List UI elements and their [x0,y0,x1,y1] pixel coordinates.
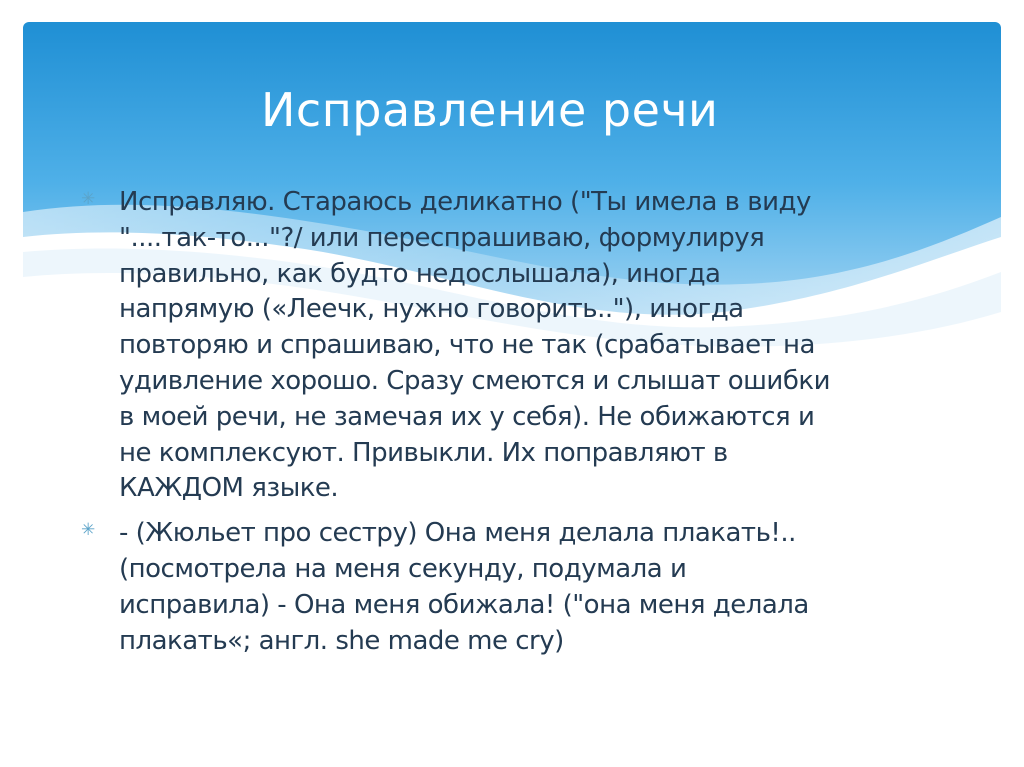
bullet-text: Исправляю. Стараюсь деликатно ("Ты имела в виду "....так-то..."?/ или переспрашиваю, формулируя правильно, как будто недослышала), иногда напрямую («Леечк, нужно говорить.."), иногда повторяю и спрашиваю, что не так (срабатывает на удивление хорошо. Сразу смеются и слышат ошибки в моей речи, не замечая их у себя). Не обижаются и не комплексуют. Привыкли. Их поправляют в КАЖДОМ языке. [119,187,830,504]
asterisk-bullet-icon: ✳ [81,189,96,209]
list-item [81,516,961,659]
list-item [81,185,961,507]
slide [23,22,1001,747]
bullet-list [81,185,961,668]
bullet-text: - (Жюльет про сестру) Она меня делала плакать!.. (посмотрела на меня секунду, подумала и исправила) - Она меня обижала! ("она меня делала плакать«; англ. she made me cry) [119,518,809,656]
slide-title: Исправление речи [261,83,719,137]
asterisk-bullet-icon: ✳ [81,520,96,541]
